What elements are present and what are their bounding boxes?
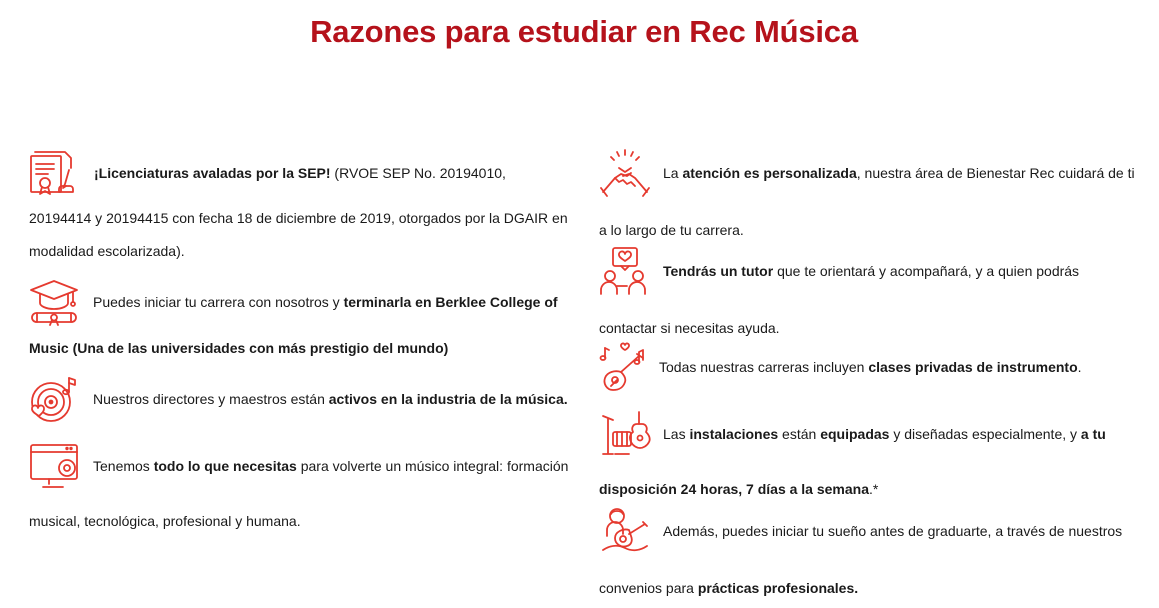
reason-text: convenios para bbox=[599, 580, 698, 596]
reason-text: para volverte un músico integral: formación bbox=[296, 457, 569, 474]
reason-bold-text: todo lo que necesitas bbox=[153, 457, 297, 474]
reason-text: están bbox=[778, 425, 821, 442]
graduation-cap-icon bbox=[29, 278, 79, 326]
reason-text: Tenemos bbox=[93, 457, 154, 474]
reason-text: Todas nuestras carreras incluyen bbox=[659, 358, 869, 375]
diploma-icon bbox=[29, 150, 79, 196]
reason-text: Nuestros directores y maestros están bbox=[93, 390, 329, 407]
reason-text: Además, puedes iniciar tu sueño antes de graduarte, a través de nuestros bbox=[663, 522, 1123, 539]
reason-text: . bbox=[1077, 358, 1082, 375]
reason-berklee bbox=[29, 278, 589, 359]
reason-industry-teachers bbox=[29, 374, 589, 424]
reason-text: y diseñadas especialmente, y bbox=[889, 425, 1081, 442]
reason-bold-text: ¡Licenciaturas avaladas por la SEP! bbox=[94, 164, 331, 181]
reason-text: Las bbox=[663, 425, 690, 442]
reason-text: a lo largo de tu carrera. bbox=[599, 222, 744, 238]
instruments-icon bbox=[599, 410, 651, 458]
reason-tutor bbox=[599, 246, 1149, 339]
guitarist-icon bbox=[599, 506, 651, 556]
handshake-icon bbox=[599, 148, 651, 198]
reason-sep-accreditation bbox=[29, 150, 589, 262]
reason-bold-text: activos en la industria de la música. bbox=[328, 390, 568, 407]
reason-facilities bbox=[599, 410, 1149, 500]
reason-bold-text: atención es personalizada bbox=[682, 164, 857, 181]
reason-bold-text: Music (Una de las universidades con más prestigio del mundo) bbox=[29, 340, 449, 356]
reason-bold-text: disposición 24 horas, 7 días a la semana bbox=[599, 481, 870, 497]
reason-bold-text: instalaciones bbox=[689, 425, 779, 442]
reason-text: .* bbox=[869, 481, 879, 497]
reason-text: que te orientará y acompañará, y a quien podrás bbox=[773, 262, 1080, 279]
vinyl-heart-icon bbox=[29, 374, 79, 424]
reason-text: La bbox=[663, 164, 683, 181]
reason-private-lessons bbox=[599, 342, 1149, 392]
reason-text: (RVOE SEP No. 20194010, bbox=[330, 164, 506, 181]
reason-personal-attention bbox=[599, 148, 1149, 241]
reason-text: contactar si necesitas ayuda. bbox=[599, 320, 780, 336]
reason-text: , nuestra área de Bienestar Rec cuidará de ti bbox=[856, 164, 1135, 181]
reason-bold-text: a tu bbox=[1080, 425, 1106, 442]
monitor-disc-icon bbox=[29, 443, 79, 489]
guitar-notes-icon bbox=[599, 342, 651, 392]
reason-bold-text: prácticas profesionales. bbox=[697, 580, 859, 596]
reason-integral-musician bbox=[29, 443, 589, 532]
tutor-chat-icon bbox=[599, 246, 651, 296]
page-title: Razones para estudiar en Rec Música bbox=[310, 14, 858, 49]
reason-text: musical, tecnológica, profesional y humana. bbox=[29, 513, 301, 529]
reason-text: 20194414 y 20194415 con fecha 18 de diciembre de 2019, otorgados por la DGAIR en bbox=[29, 210, 568, 226]
reason-bold-text: clases privadas de instrumento bbox=[868, 358, 1078, 375]
reason-internships bbox=[599, 506, 1149, 599]
reason-bold-text: Tendrás un tutor bbox=[663, 262, 774, 279]
reason-text: Puedes iniciar tu carrera con nosotros y bbox=[93, 293, 344, 310]
reason-bold-text: terminarla en Berklee College of bbox=[343, 293, 558, 310]
reason-text: modalidad escolarizada). bbox=[29, 243, 185, 259]
reason-bold-text: equipadas bbox=[820, 425, 890, 442]
